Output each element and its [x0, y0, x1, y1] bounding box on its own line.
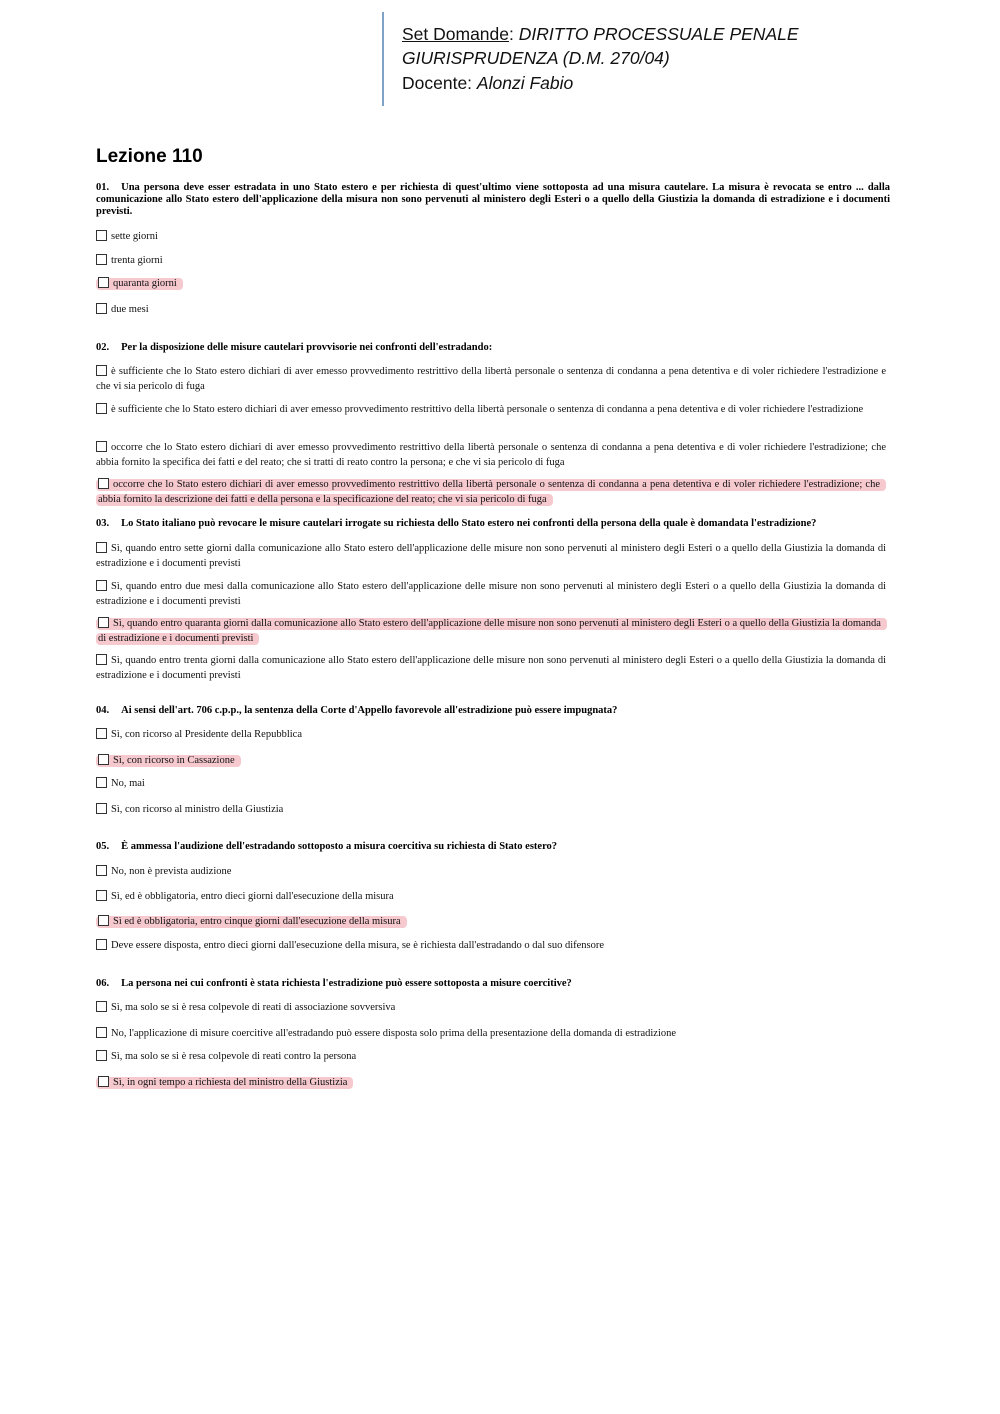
option-label: Sì, con ricorso al ministro della Giustizia — [111, 804, 284, 815]
teacher-line — [402, 71, 573, 96]
option[interactable] — [96, 579, 886, 609]
checkbox-icon[interactable] — [96, 441, 107, 452]
option-correct[interactable] — [96, 276, 886, 291]
subject-line2: GIURISPRUDENZA (D.M. 270/04) — [402, 48, 670, 68]
checkbox-icon[interactable] — [96, 542, 107, 553]
question-06-text — [96, 978, 890, 990]
option[interactable] — [96, 1049, 886, 1064]
option-label: Sì, ed è obbligatoria, entro dieci giorni dall'esecuzione della misura — [111, 891, 394, 902]
option[interactable] — [96, 1026, 886, 1041]
option-label: No, l'applicazione di misure coercitive all'estradando può essere disposta solo prima della presentazione della domanda di estradizione — [111, 1028, 677, 1039]
question-number: 04. — [96, 705, 110, 716]
question-text: Una persona deve esser estradata in uno Stato estero e per richiesta di quest'ultimo viene sottoposta ad una misura cautelare. La misura è revocata se entro ... dalla comunicazione allo Stato estero dell'applicazione della misura non sono pervenuti al ministero degli Esteri o a quello della Giustizia la domanda di estradizione e i documenti previsti. — [96, 182, 890, 217]
option[interactable] — [96, 229, 886, 244]
option-label: Deve essere disposta, entro dieci giorni dall'esecuzione della misura, se è richiesta dall'estradando o dal suo difensore — [111, 940, 605, 951]
option-label: Sì, ma solo se si è resa colpevole di reati contro la persona — [111, 1051, 357, 1062]
question-02-text — [96, 342, 890, 354]
teacher-name: Alonzi Fabio — [476, 73, 574, 93]
checkbox-icon[interactable] — [96, 939, 107, 950]
option-label: occorre che lo Stato estero dichiari di aver emesso provvedimento restrittivo della libertà personale o sentenza di condanna a pena detentiva e di voler richiedere l'estradizione; che abbia fornito la specifica dei fatti e del reato; che si tratti di reato contro la persona; e che vi sia pericolo di fuga — [96, 442, 886, 468]
document-header — [382, 12, 799, 106]
checkbox-icon[interactable] — [96, 580, 107, 591]
option-label: due mesi — [111, 304, 149, 315]
question-number: 01. — [96, 182, 110, 193]
option[interactable] — [96, 864, 886, 879]
option[interactable] — [96, 440, 886, 470]
question-text: Lo Stato italiano può revocare le misure cautelari irrogate su richiesta dello Stato estero nei confronti della persona della quale è domandata l'estradizione? — [121, 518, 817, 529]
option[interactable] — [96, 889, 886, 904]
checkbox-icon[interactable] — [96, 303, 107, 314]
option-label: Sì, ma solo se si è resa colpevole di reati di associazione sovversiva — [111, 1002, 396, 1013]
checkbox-icon[interactable] — [98, 617, 109, 628]
option-label: sette giorni — [111, 231, 158, 242]
option[interactable] — [96, 364, 886, 394]
option-label: Sì, con ricorso al Presidente della Repubblica — [111, 729, 302, 740]
checkbox-icon[interactable] — [96, 403, 107, 414]
option[interactable] — [96, 653, 886, 683]
option-correct[interactable] — [96, 753, 886, 768]
checkbox-icon[interactable] — [96, 230, 107, 241]
option-label: Sì, in ogni tempo a richiesta del ministro della Giustizia — [113, 1077, 348, 1088]
option-label: Sì ed è obbligatoria, entro cinque giorni dall'esecuzione della misura — [113, 916, 401, 927]
option[interactable] — [96, 802, 886, 817]
question-text: Per la disposizione delle misure cautelari provvisorie nei confronti dell'estradando: — [121, 342, 493, 353]
option-label: No, non è prevista audizione — [111, 866, 232, 877]
question-text: È ammessa l'audizione dell'estradando sottoposto a misura coercitiva su richiesta di Stato estero? — [121, 841, 558, 852]
checkbox-icon[interactable] — [96, 728, 107, 739]
question-05-text — [96, 841, 890, 853]
option-correct[interactable] — [96, 1075, 886, 1090]
option-correct[interactable] — [96, 477, 886, 507]
set-colon: : — [509, 24, 514, 44]
subject-line — [402, 22, 799, 47]
checkbox-icon[interactable] — [96, 865, 107, 876]
option[interactable] — [96, 776, 886, 791]
lesson-title: Lezione 110 — [96, 146, 203, 167]
set-label: Set Domande — [402, 24, 510, 44]
option-label: è sufficiente che lo Stato estero dichiari di aver emesso provvedimento restrittivo della libertà personale o sentenza di condanna a pena detentiva e di voler richiedere l'estradizione e che vi sia pericolo di fuga — [96, 366, 886, 392]
checkbox-icon[interactable] — [96, 1001, 107, 1012]
option[interactable] — [96, 938, 886, 953]
option-label: è sufficiente che lo Stato estero dichiari di aver emesso provvedimento restrittivo della libertà personale o sentenza di condanna a pena detentiva e di voler richiedere l'estradizione — [111, 404, 864, 415]
checkbox-icon[interactable] — [96, 1050, 107, 1061]
checkbox-icon[interactable] — [96, 365, 107, 376]
checkbox-icon[interactable] — [98, 1076, 109, 1087]
question-04-text — [96, 705, 890, 717]
option-label: Sì, quando entro due mesi dalla comunicazione allo Stato estero dell'applicazione delle misure non sono pervenuti al ministero degli Esteri o a quello della Giustizia la domanda di estradizione e i documenti previsti — [96, 581, 886, 607]
checkbox-icon[interactable] — [96, 890, 107, 901]
checkbox-icon[interactable] — [98, 277, 109, 288]
option-label: Sì, con ricorso in Cassazione — [113, 755, 235, 766]
question-03-text — [96, 518, 890, 530]
option[interactable] — [96, 402, 886, 417]
option-label: Sì, quando entro trenta giorni dalla comunicazione allo Stato estero dell'applicazione delle misure non sono pervenuti al ministero degli Esteri o a quello della Giustizia la domanda di estradizione e i documenti previsti — [96, 655, 886, 681]
option-label: Sì, quando entro sette giorni dalla comunicazione allo Stato estero dell'applicazione delle misure non sono pervenuti al ministero degli Esteri o a quello della Giustizia la domanda di estradizione e i documenti previsti — [96, 543, 886, 569]
checkbox-icon[interactable] — [96, 254, 107, 265]
question-number: 03. — [96, 518, 110, 529]
checkbox-icon[interactable] — [98, 754, 109, 765]
question-text: Ai sensi dell'art. 706 c.p.p., la sentenza della Corte d'Appello favorevole all'estradizione può essere impugnata? — [121, 705, 618, 716]
subject-line1: DIRITTO PROCESSUALE PENALE — [518, 24, 799, 44]
question-text: La persona nei cui confronti è stata richiesta l'estradizione può essere sottoposta a misure coercitive? — [121, 978, 572, 989]
option[interactable] — [96, 253, 886, 268]
teacher-label: Docente: — [402, 73, 473, 93]
checkbox-icon[interactable] — [96, 777, 107, 788]
option[interactable] — [96, 1000, 886, 1015]
option[interactable] — [96, 541, 886, 571]
option-label: trenta giorni — [111, 255, 163, 266]
checkbox-icon[interactable] — [96, 654, 107, 665]
question-number: 05. — [96, 841, 110, 852]
option-label: occorre che lo Stato estero dichiari di aver emesso provvedimento restrittivo della libertà personale o sentenza di condanna a pena detentiva e di voler richiedere l'estradizione; che abbia fornito la descrizione dei fatti e della persona e la specificazione del reato; che vi sia pericolo di fuga — [98, 479, 880, 505]
checkbox-icon[interactable] — [98, 915, 109, 926]
option-label: Sì, quando entro quaranta giorni dalla comunicazione allo Stato estero dell'applicazione delle misure non sono pervenuti al ministero degli Esteri o a quello della Giustizia la domanda di estradizione e i documenti previsti — [98, 618, 881, 644]
option-correct[interactable] — [96, 914, 886, 929]
option-label: quaranta giorni — [113, 278, 177, 289]
checkbox-icon[interactable] — [96, 1027, 107, 1038]
option-correct[interactable] — [96, 616, 886, 646]
question-number: 02. — [96, 342, 110, 353]
option-label: No, mai — [111, 778, 145, 789]
option[interactable] — [96, 302, 886, 317]
question-number: 06. — [96, 978, 110, 989]
option[interactable] — [96, 727, 886, 742]
checkbox-icon[interactable] — [98, 478, 109, 489]
checkbox-icon[interactable] — [96, 803, 107, 814]
question-01-text — [96, 182, 890, 218]
